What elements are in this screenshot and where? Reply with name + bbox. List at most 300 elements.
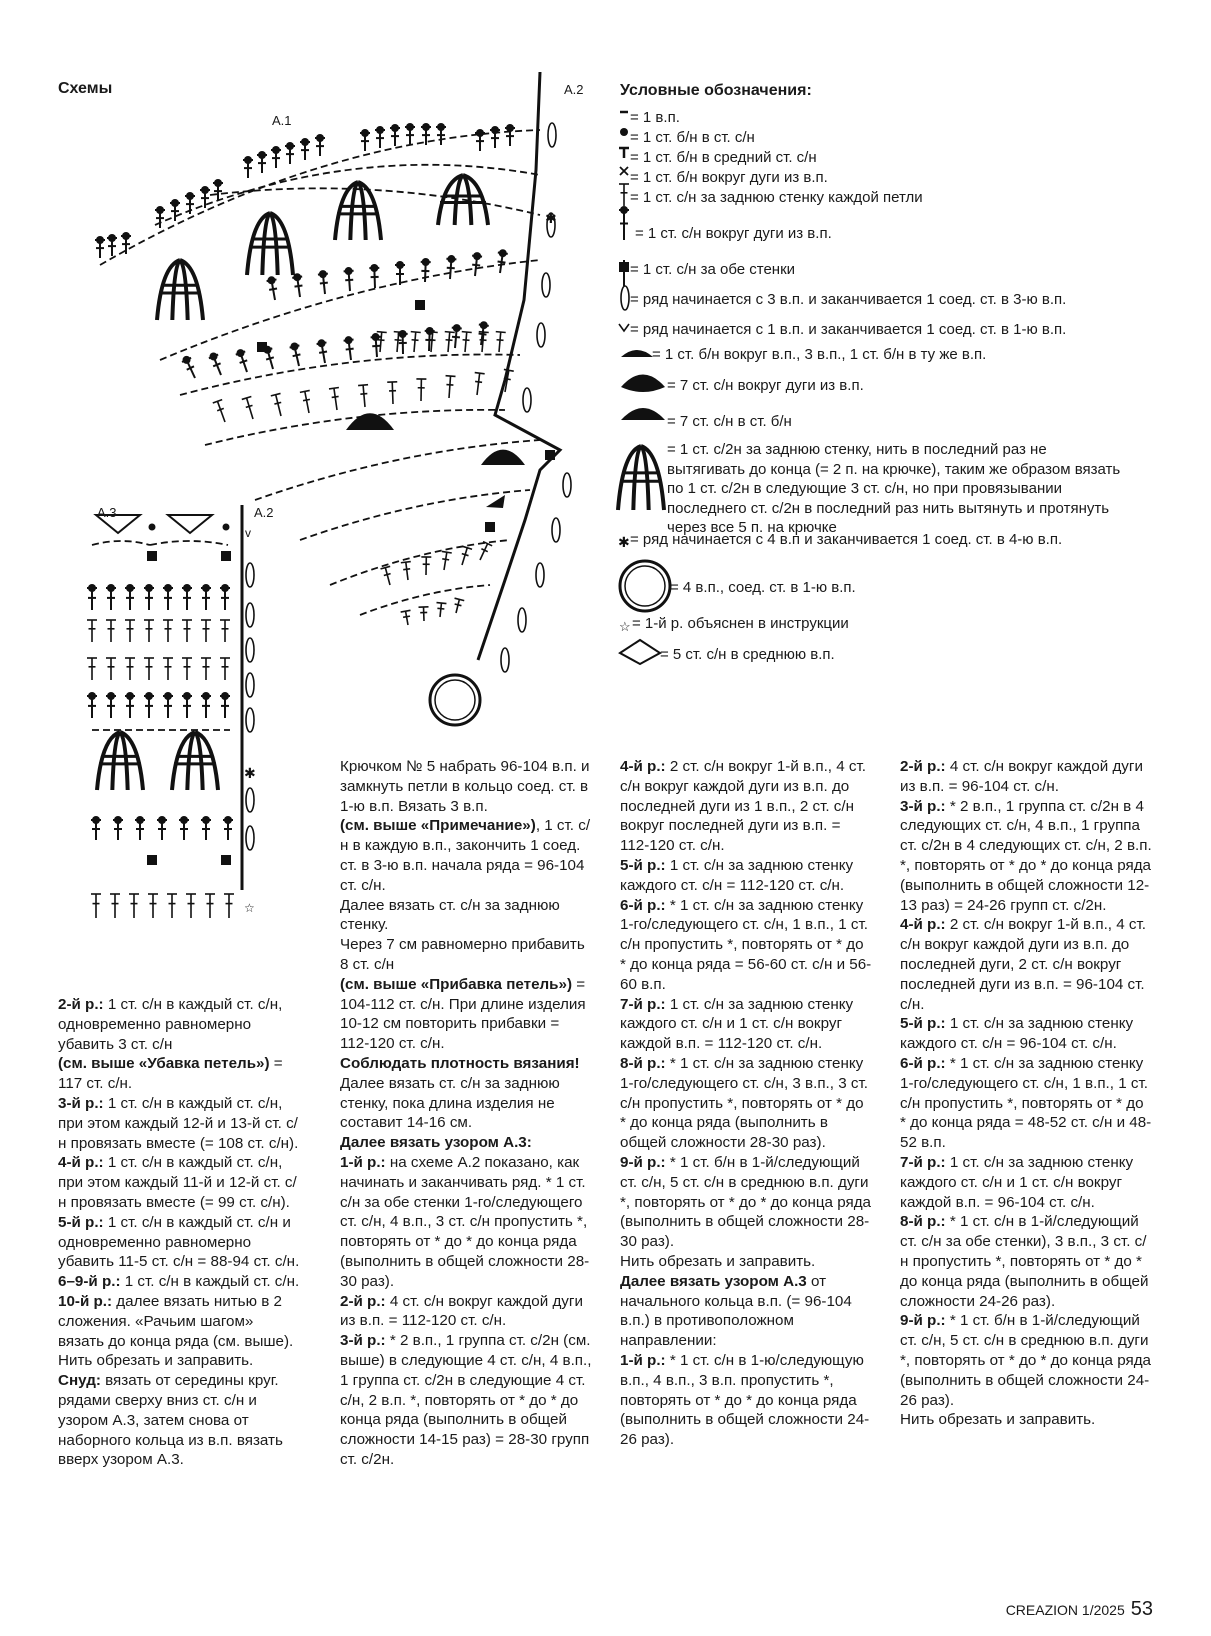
- dc-stitch: [121, 232, 131, 254]
- stitch-top: [442, 551, 452, 553]
- legend-item: = 1 в.п.: [630, 109, 680, 126]
- shell-5dc: [168, 515, 212, 533]
- bold-run: 7-й р.:: [900, 1153, 946, 1171]
- stitch-bar: [332, 396, 339, 397]
- starting-ring: [430, 675, 480, 725]
- dc-stitch: [344, 267, 354, 291]
- dc-stitch: [179, 816, 189, 840]
- dc-plain: [381, 566, 391, 585]
- start-star-symbol: ☆: [619, 619, 631, 634]
- cluster-leg: [633, 446, 641, 510]
- dc-plain: [182, 658, 192, 680]
- paragraph: [620, 1153, 872, 1252]
- paragraph: [900, 1311, 1152, 1410]
- dc-stitch: [290, 343, 301, 366]
- sc-symbol: [620, 128, 628, 136]
- bold-run: Далее вязать узором А.3:: [340, 1134, 532, 1152]
- cluster-leg: [120, 732, 128, 790]
- dc-stitch: [292, 273, 302, 297]
- dc-stitch: [125, 584, 135, 610]
- text-column-1: [58, 995, 303, 1470]
- paragraph: [900, 1410, 1152, 1430]
- dc-plain: [242, 396, 253, 419]
- stitch-top: [504, 369, 514, 371]
- dc-plain: [220, 658, 230, 680]
- dc-stitch: [436, 123, 446, 145]
- dc-plain: [462, 332, 472, 352]
- paragraph: [58, 995, 303, 1054]
- chain-arc: [150, 541, 228, 545]
- chart-label-a2-top: A.2: [564, 82, 584, 97]
- dc-stitch: [271, 146, 281, 168]
- stitch-top: [358, 385, 368, 386]
- row-start-oval: [537, 323, 545, 347]
- stitch-stem: [462, 548, 467, 565]
- paragraph: [620, 1252, 872, 1272]
- dc-around-symbol: [619, 206, 629, 240]
- cluster-group: [247, 213, 293, 275]
- dc-stitch: [135, 816, 145, 840]
- dc-plain: [144, 658, 154, 680]
- stitch-stem: [431, 332, 433, 352]
- small-picot: [486, 495, 505, 508]
- both-loops-mark: [545, 450, 555, 460]
- legend-item: = ряд начинается с 4 в.п и заканчивается 1 соед. ст. в 4-ю в.п.: [630, 531, 1063, 548]
- text-run: * 1 ст. с/н в 1-й/следующий ст. с/н за обе стенки), 3 в.п., 3 ст. с/н пропустить *, повторять от * до * до конца ряда (выполнить в общей сложности 24-26 раз).: [900, 1213, 1149, 1310]
- text-run: 1 ст. с/н в каждый ст. с/н, при этом каждый 12-й и 13-й ст. с/н провязать вместе (= 108 ст. с/н).: [58, 1094, 299, 1152]
- row-start-oval: [246, 708, 254, 732]
- dc-plain: [496, 332, 506, 352]
- dc-plain: [163, 620, 173, 642]
- bold-run: 6-й р.:: [620, 896, 666, 914]
- dc-stitch: [223, 816, 233, 840]
- oval-symbol: [621, 286, 629, 310]
- stitch-top: [475, 373, 485, 374]
- stitch-bar: [447, 268, 455, 269]
- dc-stitch: [106, 692, 116, 718]
- text-run: 1 ст. с/н за заднюю стенку каждого ст. с/н = 96-104 ст. с/н.: [900, 1015, 1134, 1053]
- stitch-bar: [403, 569, 410, 570]
- paragraph: [340, 1292, 592, 1332]
- dc-plain: [91, 894, 101, 918]
- text-run: Через 7 см равномерно прибавить 8 ст. с/н: [340, 936, 585, 973]
- stitch-bar: [319, 351, 327, 352]
- cluster-leg: [195, 732, 203, 790]
- stitch-bar: [217, 408, 224, 410]
- stitch-bar: [429, 340, 436, 341]
- dc-stitch: [267, 276, 277, 300]
- text-run: * 2 в.п., 1 группа ст. с/2н в 4 следующих ст. с/н, 4 в.п., 1 группа ст. с/2н в 4 следующих ст. с/н, 2 в.п. *, повторять от * до * до конца ряда (выполнить в общей сложности 12-13 раз) = 24-26 групп ст. с/2н.: [900, 797, 1152, 914]
- text-column-2: [340, 757, 592, 1470]
- dc-stitch: [446, 255, 456, 279]
- bold-run: 1-й р.:: [340, 1153, 386, 1171]
- dc-plain: [201, 658, 211, 680]
- chain-arc: [300, 490, 530, 540]
- magazine-issue: CREAZION 1/2025: [1005, 1602, 1125, 1618]
- paragraph: [620, 1272, 872, 1351]
- text-run: на схеме А.2 показано, как начинать и заканчивать ряд. * 1 ст. с/н за обе стенки 1-го/следующего ст. с/н, 4 в.п., 3 ст. с/н пропустить *, повторять от * до * до конца ряда (выполнить в общей сложности 28-30 раз).: [340, 1153, 590, 1290]
- both-loops-mark: [485, 522, 495, 532]
- bold-run: (см. выше «Убавка петель»): [58, 1055, 270, 1073]
- dc-stitch: [95, 236, 105, 258]
- bold-run: 2-й р.:: [340, 1292, 386, 1310]
- legend-item: = 1 ст. б/н вокруг дуги из в.п.: [630, 169, 828, 186]
- chart-label-a2-left: A.2: [254, 505, 274, 520]
- stitch-bar: [403, 616, 410, 617]
- paragraph: [900, 797, 1152, 916]
- both-loops-mark: [415, 300, 425, 310]
- paragraph: [340, 1133, 592, 1153]
- dc-stitch: [257, 151, 267, 173]
- page-footer: [1006, 1598, 1153, 1621]
- row-start-oval: [246, 826, 254, 850]
- legend-item: = 4 в.п., соед. ст. в 1-ю в.п.: [670, 579, 856, 596]
- stitch-bar: [295, 286, 303, 287]
- turn-mark: v: [245, 526, 251, 540]
- text-run: * 1 ст. б/н в 1-й/следующий ст. с/н, 5 ст. с/н в среднюю в.п. дуги *, повторять от * до * до конца ряда (выполнить в общей сложности 24-26 раз).: [900, 1312, 1152, 1409]
- stitch-bar: [266, 357, 274, 359]
- stitch-bar: [479, 334, 487, 335]
- cluster-leg: [455, 175, 463, 225]
- dc-stitch: [498, 249, 508, 273]
- text-run: Крючком № 5 набрать 96-104 в.п. и замкнуть петли в кольцо соед. ст. в 1-ю в.п. Вязать 3 в.п.: [340, 758, 590, 815]
- dc-plain: [205, 894, 215, 918]
- stitch-top: [496, 332, 506, 333]
- stitch-stem: [363, 385, 365, 407]
- dc-plain: [358, 385, 368, 407]
- legend-item: = 5 ст. с/н в среднюю в.п.: [660, 646, 835, 663]
- legend-item: = 1 ст. б/н вокруг в.п., 3 в.п., 1 ст. б/н в ту же в.п.: [652, 346, 987, 363]
- dc-plain: [87, 620, 97, 642]
- stitch-top: [300, 390, 310, 392]
- dc-stitch: [182, 692, 192, 718]
- dc-stitch: [425, 327, 435, 351]
- dc-stitch: [201, 816, 211, 840]
- dc-plain: [442, 551, 452, 570]
- dc-plain: [271, 393, 281, 416]
- both-loops-mark: [147, 855, 157, 865]
- dc-plain: [110, 894, 120, 918]
- stitch-stem: [465, 332, 467, 352]
- dc-plain: [475, 373, 485, 395]
- page-number: 53: [1130, 1598, 1153, 1620]
- dc-stitch: [285, 142, 295, 164]
- dc-stitch: [344, 336, 354, 360]
- text-run: Нить обрезать и заправить.: [620, 1252, 816, 1270]
- dc-stitch: [87, 692, 97, 718]
- stitch-top: [479, 324, 489, 325]
- star-symbol: ✱: [618, 534, 630, 550]
- stitch-top: [344, 271, 354, 272]
- stitch-bar: [463, 340, 470, 341]
- schemes-title: Схемы: [58, 80, 113, 97]
- text-run: = 117 ст. с/н.: [58, 1055, 283, 1093]
- v-symbol: [619, 324, 629, 331]
- bold-run: 4-й р.:: [58, 1154, 104, 1172]
- dc-stitch: [91, 816, 101, 840]
- row-start-oval: [542, 273, 550, 297]
- row-start-oval: [523, 388, 531, 412]
- bold-run: Соблюдать плотность вязания!: [340, 1054, 580, 1072]
- stitch-bar: [442, 559, 449, 560]
- bold-run: 9-й р.:: [620, 1153, 666, 1171]
- stitch-bar: [303, 399, 310, 400]
- dc-plain: [125, 658, 135, 680]
- paragraph: [58, 1094, 303, 1153]
- stitch-bar: [213, 363, 220, 366]
- both-loops-mark: [257, 342, 267, 352]
- chain-arc: [92, 541, 150, 545]
- stitch-bar: [452, 337, 460, 338]
- stitch-top: [401, 562, 411, 563]
- stitch-stem: [397, 332, 399, 352]
- bold-run: 2-й р.:: [58, 996, 104, 1013]
- text-run: 1 ст. с/н за заднюю стенку каждого ст. с/н и 1 ст. с/н вокруг каждой в.п. = 112-120 ст. с/н.: [620, 995, 854, 1053]
- dc-plain: [186, 894, 196, 918]
- dc-plain: [421, 557, 431, 575]
- cluster-symbol: [618, 446, 664, 510]
- stitch-top: [446, 376, 456, 377]
- row-start-oval: [246, 603, 254, 627]
- stitch-stem: [499, 332, 501, 352]
- dc-stitch: [390, 124, 400, 146]
- dc-stitch: [369, 264, 379, 288]
- stitch-bar: [395, 340, 402, 341]
- text-run: Далее вязать ст. с/н за заднюю стенку.: [340, 896, 560, 934]
- dc-plain: [446, 376, 456, 398]
- stitch-top: [377, 332, 387, 333]
- dc-stitch: [163, 584, 173, 610]
- shell-symbol: [620, 640, 660, 664]
- stitch-stem: [392, 382, 393, 404]
- stitch-bar: [378, 340, 385, 341]
- dc-plain: [416, 379, 426, 401]
- paragraph: [340, 896, 592, 936]
- ring-symbol: [620, 561, 670, 611]
- dc-plain: [213, 400, 225, 422]
- text-run: 1 ст. с/н в каждый ст. с/н.: [120, 1273, 300, 1291]
- dc-plain: [401, 562, 411, 580]
- paragraph: [620, 856, 872, 896]
- dc-stitch: [236, 349, 247, 372]
- dc-stitch: [87, 584, 97, 610]
- text-column-3: [620, 757, 872, 1450]
- dc-stitch: [318, 270, 328, 294]
- stitch-bar: [446, 340, 453, 341]
- dc-stitch: [220, 692, 230, 718]
- paragraph: [620, 1351, 872, 1450]
- row-start-oval: [563, 473, 571, 497]
- stitch-stem: [414, 332, 416, 352]
- cluster-leg: [262, 213, 270, 275]
- stitch-bar: [475, 381, 482, 382]
- paragraph: [58, 1054, 303, 1094]
- dc-stitch: [243, 156, 253, 178]
- dc-stitch: [375, 126, 385, 148]
- sc-middle-symbol: [619, 148, 629, 158]
- stitch-stem: [449, 376, 451, 398]
- stitch-bar: [293, 354, 301, 356]
- dc-stitch: [220, 584, 230, 610]
- dc-stitch: [315, 134, 325, 156]
- bold-run: 4-й р.:: [620, 758, 666, 775]
- stitch-top: [452, 328, 462, 329]
- dc-plain: [163, 658, 173, 680]
- bold-run: 5-й р.:: [58, 1213, 104, 1231]
- row-start-oval: [536, 563, 544, 587]
- both-loops-mark: [221, 855, 231, 865]
- cluster-leg: [172, 260, 180, 320]
- stitch-bar: [462, 554, 469, 556]
- dc-back-symbol: [619, 184, 629, 206]
- text-run: вязать от середины круг. рядами сверху вниз ст. с/н и узором А.3, затем снова от наборного кольца из в.п. вязать вверх узором А.3.: [58, 1372, 283, 1469]
- stitch-bar: [480, 340, 487, 341]
- text-run: 1 ст. с/н в каждый ст. с/н, одновременно равномерно убавить 3 ст. с/н: [58, 996, 283, 1053]
- legend-item: = 1 ст. с/н за обе стенки: [630, 261, 796, 278]
- stitch-bar: [384, 574, 391, 576]
- stitch-bar: [472, 265, 480, 266]
- chain-arc: [330, 540, 510, 585]
- dc-plain: [436, 603, 446, 617]
- bold-run: Снуд:: [58, 1372, 101, 1390]
- cluster-leg: [112, 732, 120, 790]
- bold-run: (см. выше «Прибавка петель»): [340, 975, 573, 993]
- sc-mark: [149, 524, 156, 531]
- bold-run: 7-й р.:: [620, 995, 666, 1013]
- bold-run: 5-й р.:: [620, 856, 666, 874]
- text-run: от начального кольца в.п. (= 96-104 в.п.) в противоположном направлении:: [620, 1272, 852, 1350]
- paragraph: [620, 896, 872, 995]
- sc-mark: [223, 524, 230, 531]
- row-start-oval: [246, 563, 254, 587]
- stitch-top: [445, 332, 455, 333]
- both-loops-mark: [221, 551, 231, 561]
- stitch-top: [344, 340, 354, 341]
- dc-stitch: [185, 192, 195, 214]
- dc-plain: [445, 332, 455, 352]
- stitch-top: [446, 259, 456, 260]
- dc-plain: [387, 382, 397, 404]
- text-run: 2 ст. с/н вокруг 1-й в.п., 4 ст. с/н вокруг каждой дуги из в.п. до последней дуги, 2 ст. с/н вокруг последней дуги из в.п. = 96-104 ст. с/н.: [900, 916, 1146, 1013]
- stitch-bar: [240, 360, 248, 363]
- dc-stitch: [209, 352, 221, 375]
- bold-run: 5-й р.:: [900, 1015, 946, 1033]
- stitch-top: [411, 332, 421, 333]
- stitch-top: [394, 332, 404, 333]
- dc-stitch: [201, 692, 211, 718]
- stitch-stem: [305, 391, 309, 413]
- stitch-stem: [380, 332, 382, 352]
- legend-item: = ряд начинается с 3 в.п. и заканчивается 1 соед. ст. в 3-ю в.п.: [630, 291, 1067, 308]
- legend-item: = 1 ст. б/н в средний ст. с/н: [630, 149, 817, 166]
- cluster-leg: [641, 446, 649, 510]
- bold-run: 8-й р.:: [620, 1054, 666, 1072]
- text-run: * 1 ст. с/н за заднюю стенку 1-го/следующего ст. с/н, 1 в.п., 1 ст. с/н пропустить *, повторять от * до * до конца ряда = 56-60 ст. с/н и 56-60 в.п.: [620, 896, 872, 993]
- picot-symbol: [621, 350, 653, 357]
- dc-plain: [106, 658, 116, 680]
- paragraph: [58, 1213, 303, 1272]
- stitch-bar: [360, 394, 367, 395]
- paragraph: [900, 1153, 1152, 1212]
- bold-run: (см. выше «Примечание»): [340, 817, 536, 835]
- dc-stitch: [505, 124, 515, 146]
- cluster-group: [157, 260, 203, 320]
- stitch-stem: [477, 373, 480, 395]
- text-run: * 1 ст. с/н в 1-ю/следующую в.п., 4 в.п., 3 в.п. пропустить *, повторять от * до * до конца ряда (выполнить в общей сложности 24-26 раз).: [620, 1351, 870, 1449]
- dc-stitch: [490, 126, 500, 148]
- dc-stitch: [405, 123, 415, 145]
- row-start-oval: [552, 518, 560, 542]
- paragraph: [340, 975, 592, 1054]
- dc-plain: [129, 894, 139, 918]
- dc-plain: [329, 388, 339, 410]
- dc-plain: [224, 894, 234, 918]
- text-run: = 104-112 ст. с/н. При длине изделия 10-12 см повторить прибавки = 112-120 ст. с/н.: [340, 975, 586, 1053]
- stitch-bar: [437, 608, 444, 609]
- dc-plain: [462, 546, 472, 565]
- dc-plain: [401, 610, 411, 625]
- text-run: , 1 ст. с/н в каждую в.п., закончить 1 соед. ст. в 3-ю в.п. начала ряда = 96-104 ст. с/н.: [340, 817, 591, 894]
- legend-title: Условные обозначения:: [620, 82, 812, 99]
- cluster-leg: [358, 182, 366, 240]
- text-run: 1 ст. с/н за заднюю стенку каждого ст. с/н и 1 ст. с/н вокруг каждой в.п. = 96-104 ст. с/н.: [900, 1153, 1134, 1211]
- stitch-top: [329, 388, 339, 389]
- stitch-top: [436, 603, 446, 604]
- dc-stitch: [360, 129, 370, 151]
- dc-stitch: [213, 179, 223, 201]
- bold-run: 6–9-й р.:: [58, 1273, 121, 1291]
- fan-shell: [481, 450, 525, 465]
- paragraph: [340, 1074, 592, 1133]
- dc-stitch: [475, 129, 485, 151]
- text-run: * 2 в.п., 1 группа ст. с/2н (см. выше) в следующие 4 ст. с/н, 4 в.п., 1 группа ст. с/2н в следующие 4 ст. с/н, 2 в.п. *, повторять от * до * до конца ряда (выполнить в общей сложности 14-15 раз) = 28-30 групп ст. с/2н.: [340, 1332, 592, 1468]
- paragraph: [340, 816, 592, 895]
- legend-item: = 1 ст. с/н за заднюю стенку каждой петли: [630, 189, 923, 206]
- paragraph: [58, 1292, 303, 1371]
- stitch-bar: [269, 288, 277, 289]
- dc-stitch: [452, 324, 462, 348]
- text-run: * 1 ст. с/н за заднюю стенку 1-го/следующего ст. с/н, 3 в.п., 3 ст. с/н пропустить *, повторять от * до * до конца ряда (выполнить в общей сложности 28-30 раз).: [620, 1054, 868, 1152]
- paragraph: [620, 995, 872, 1054]
- cluster-leg: [270, 213, 278, 275]
- dc-plain: [411, 332, 421, 352]
- stitch-stem: [247, 398, 253, 419]
- stitch-stem: [440, 603, 441, 617]
- dc-stitch: [300, 138, 310, 160]
- bold-run: 3-й р.:: [58, 1094, 104, 1112]
- start-star: ☆: [244, 901, 255, 915]
- stitch-top: [472, 256, 482, 257]
- stitch-top: [462, 332, 472, 333]
- stitch-bar: [498, 262, 506, 263]
- starting-ring-inner: [435, 680, 475, 720]
- dc-stitch: [107, 234, 117, 256]
- text-run: 1 ст. с/н за заднюю стенку каждого ст. с/н = 112-120 ст. с/н.: [620, 856, 854, 894]
- text-run: 1 ст. с/н в каждый ст. с/н и одновременно равномерно убавить 11-5 ст. с/н = 88-94 ст. с/н.: [58, 1213, 300, 1271]
- dc-plain: [480, 542, 492, 560]
- dc-plain: [167, 894, 177, 918]
- text-run: далее вязать нитью в 2 сложения. «Рачьим шагом» вязать до конца ряда (см. выше). Нить обрезать и заправить.: [58, 1292, 294, 1370]
- paragraph: [620, 757, 872, 856]
- legend-item: = 1 ст. с/2н за заднюю стенку, нить в последний раз не вытягивать до конца (= 2 п. на крючке), таким же образом вязать по 1 ст. с/2н в следующие 3 ст. с/н, но при провязывании последнего ст. с/2н в последний раз нить вытянуть и протянуть через все 5 п. на крючке: [667, 441, 1121, 536]
- legend-item: = 1-й р. объяснен в инструкции: [632, 615, 849, 632]
- legend-item: = 7 ст. с/н в ст. б/н: [667, 413, 792, 430]
- fan-shell: [346, 413, 394, 430]
- dc-stitch: [163, 692, 173, 718]
- stitch-bar: [372, 346, 380, 347]
- paragraph: [340, 757, 592, 816]
- text-run: * 1 ст. б/н в 1-й/следующий ст. с/н, 5 ст. с/н в среднюю в.п. дуги *, повторять от * до * до конца ряда (выполнить в общей сложности 28-30 раз).: [620, 1153, 872, 1251]
